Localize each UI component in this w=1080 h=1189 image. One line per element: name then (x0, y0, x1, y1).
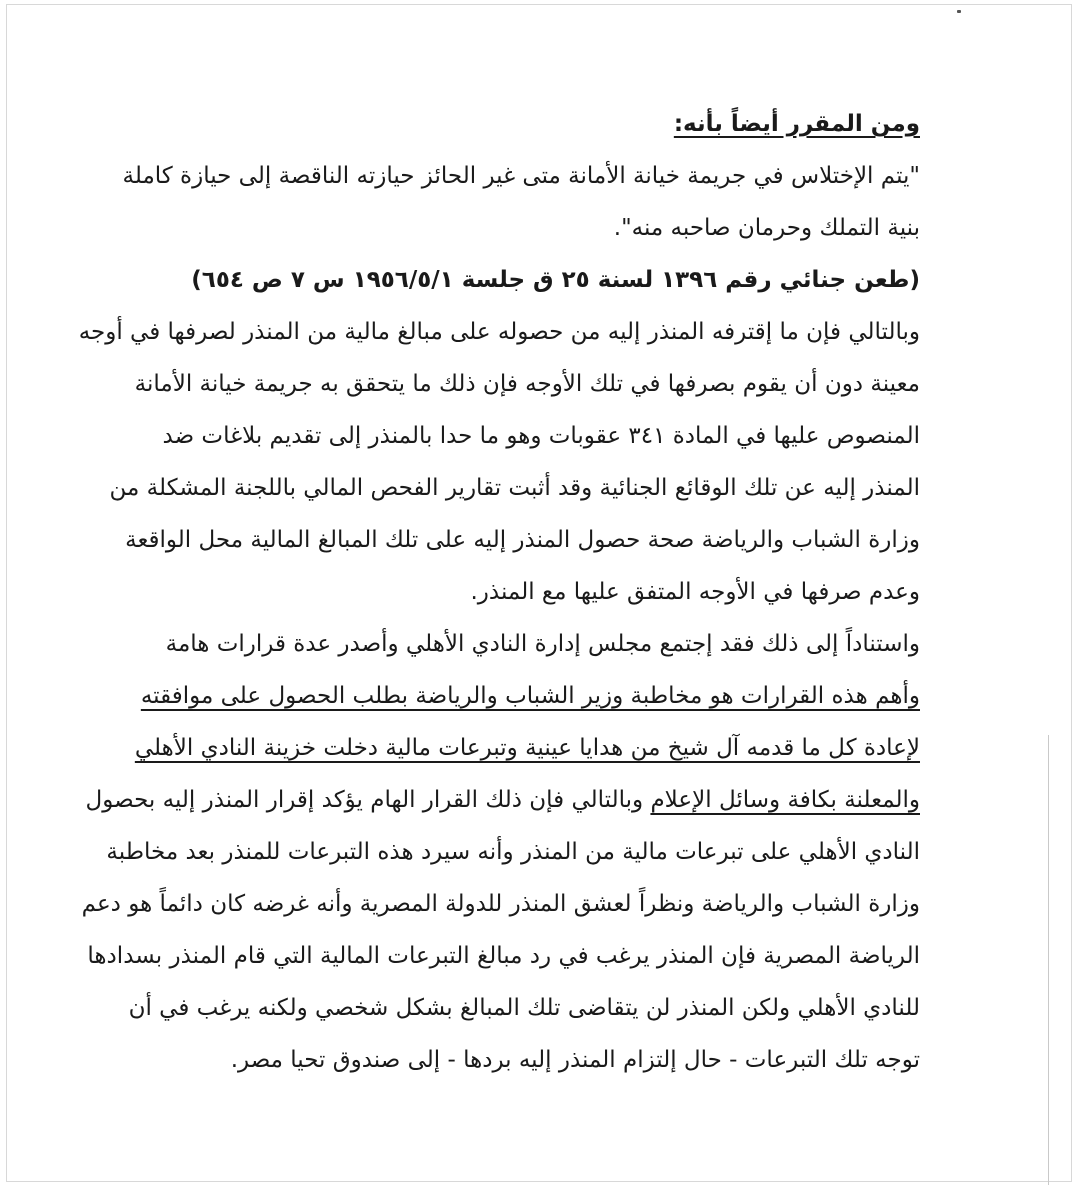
paragraph-line: الرياضة المصرية فإن المنذر يرغب في رد مبالغ التبرعات المالية التي قام المنذر بسدادها (87, 943, 920, 969)
quote-line: بنية التملك وحرمان صاحبه منه". (613, 215, 920, 241)
quote-line: "يتم الإختلاس في جريمة خيانة الأمانة متى غير الحائز حيازته الناقصة إلى حيازة كاملة (122, 163, 920, 189)
paragraph-line: معينة دون أن يقوم بصرفها في تلك الأوجه فإن ذلك ما يتحقق به جريمة خيانة الأمانة (134, 371, 920, 397)
paragraph-line: المنذر إليه عن تلك الوقائع الجنائية وقد أثبت تقارير الفحص المالي باللجنة المشكلة من (109, 475, 920, 501)
section-heading: ومن المقرر أيضاً بأنه: (673, 111, 920, 137)
corner-mark (957, 10, 961, 13)
document-body (78, 98, 920, 1086)
paragraph-line: واستناداً إلى ذلك فقد إجتمع مجلس إدارة النادي الأهلي وأصدر عدة قرارات هامة (165, 631, 920, 657)
paragraph-line: وزارة الشباب والرياضة ونظراً لعشق المنذر للدولة المصرية وأنه غرضه كان دائماً هو دعم (81, 891, 920, 917)
paragraph-line: وزارة الشباب والرياضة صحة حصول المنذر إليه على تلك المبالغ المالية محل الواقعة (125, 527, 920, 553)
paragraph-line: المنصوص عليها في المادة ٣٤١ عقوبات وهو ما حدا بالمنذر إلى تقديم بلاغات ضد (162, 423, 920, 449)
underlined-text: وأهم هذه القرارات هو مخاطبة وزير الشباب والرياضة بطلب الحصول على موافقته (140, 683, 920, 709)
text-segment: وبالتالي فإن ذلك القرار الهام يؤكد إقرار المنذر إليه بحصول (85, 787, 644, 813)
paragraph-line: وبالتالي فإن ما إقترفه المنذر إليه من حصوله على مبالغ مالية من المنذر لصرفها في أوجه (78, 319, 920, 345)
paragraph-line (85, 774, 920, 826)
paragraph-line: النادي الأهلي على تبرعات مالية من المنذر وأنه سيرد هذه التبرعات للمنذر بعد مخاطبة (106, 839, 920, 865)
page-edge-line (1048, 735, 1049, 1185)
paragraph-line: للنادي الأهلي ولكن المنذر لن يتقاضى تلك المبالغ بشكل شخصي ولكنه يرغب في أن (128, 995, 920, 1021)
underlined-paragraph-line (134, 722, 920, 774)
paragraph-line: توجه تلك التبرعات - حال إلتزام المنذر إليه بردها - إلى صندوق تحيا مصر. (230, 1047, 920, 1073)
underlined-paragraph-line (140, 670, 920, 722)
case-citation: (طعن جنائي رقم ١٣٩٦ لسنة ٢٥ ق جلسة ١٩٥٦/٥/١ س ٧ ص ٦٥٤) (191, 267, 920, 293)
underlined-text: لإعادة كل ما قدمه آل شيخ من هدايا عينية وتبرعات مالية دخلت خزينة النادي الأهلي (134, 735, 920, 761)
paragraph-line: وعدم صرفها في الأوجه المتفق عليها مع المنذر. (470, 579, 920, 605)
underlined-text: والمعلنة بكافة وسائل الإعلام (650, 787, 920, 813)
